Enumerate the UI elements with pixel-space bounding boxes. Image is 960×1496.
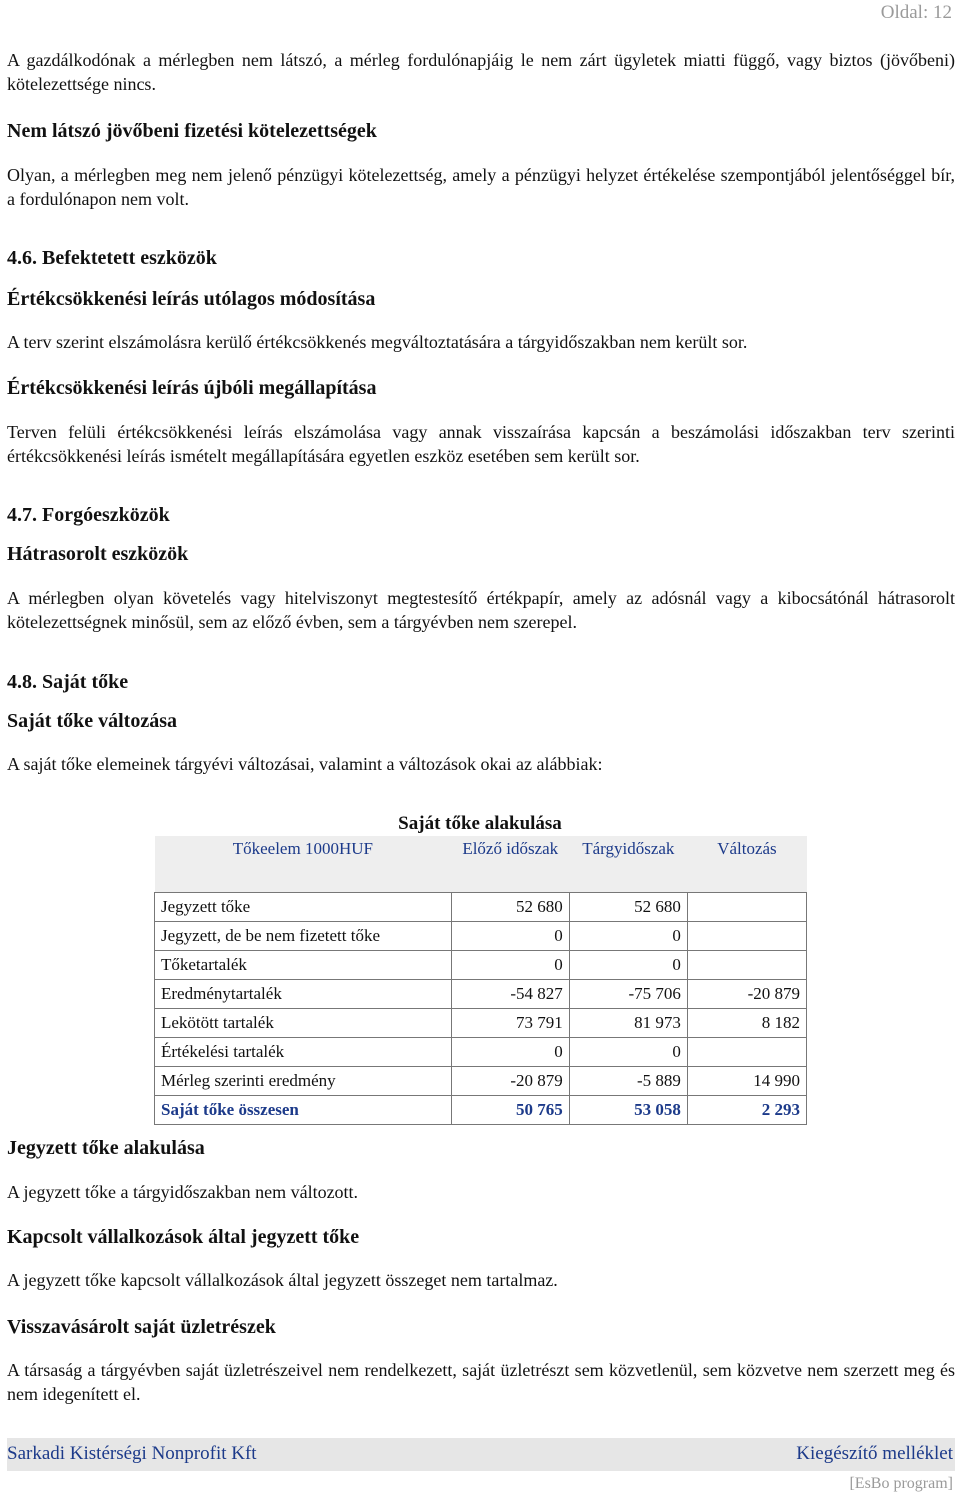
table-row bbox=[155, 922, 807, 951]
previous-value: 0 bbox=[451, 951, 569, 980]
footer-program: [EsBo program] bbox=[849, 1475, 953, 1492]
section-4-8-heading: 4.8. Saját tőke bbox=[7, 671, 129, 693]
equity-table-title: Saját tőke alakulása bbox=[398, 813, 562, 834]
change-value: 2 293 bbox=[687, 1096, 806, 1125]
table-row bbox=[155, 1067, 807, 1096]
subordinated-assets-heading: Hátrasorolt eszközök bbox=[7, 543, 189, 565]
row-label: Eredménytartalék bbox=[155, 980, 452, 1009]
header-current-period: Tárgyidőszak bbox=[569, 836, 687, 893]
future-obligations-heading: Nem látszó jövőbeni fizetési kötelezettségek bbox=[7, 120, 377, 142]
row-label: Saját tőke összesen bbox=[155, 1096, 452, 1125]
equity-table-header-row bbox=[155, 836, 807, 893]
section-4-7-heading: 4.7. Forgóeszközök bbox=[7, 504, 170, 526]
table-row bbox=[155, 951, 807, 980]
change-value bbox=[687, 893, 806, 922]
header-equity-element: Tőkeelem 1000HUF bbox=[155, 836, 452, 893]
previous-value: -20 879 bbox=[451, 1067, 569, 1096]
header-change: Változás bbox=[687, 836, 806, 893]
subordinated-assets-text: A mérlegben olyan követelés vagy hitelviszonyt megtestesítő értékpapír, amely az adósnál vagy a kibocsátónál hátrasorolt kötelezettségnek minősül, sem az előző évben, sem a tárgyévben nem szerepel. bbox=[7, 588, 955, 632]
row-label: Mérleg szerinti eredmény bbox=[155, 1067, 452, 1096]
total-row bbox=[155, 1096, 807, 1125]
previous-value: 50 765 bbox=[451, 1096, 569, 1125]
equity-change-text: A saját tőke elemeinek tárgyévi változásai, valamint a változások okai az alábbiak: bbox=[7, 754, 603, 774]
related-companies-text: A jegyzett tőke kapcsolt vállalkozások által jegyzett összeget nem tartalmaz. bbox=[7, 1270, 558, 1290]
page-number: Oldal: 12 bbox=[880, 2, 952, 23]
table-row bbox=[155, 1009, 807, 1038]
current-value: 52 680 bbox=[569, 893, 687, 922]
previous-value: 0 bbox=[451, 922, 569, 951]
section-4-6-heading: 4.6. Befektetett eszközök bbox=[7, 247, 217, 269]
equity-table bbox=[154, 836, 807, 1125]
subscribed-capital-heading: Jegyzett tőke alakulása bbox=[7, 1137, 205, 1159]
change-value bbox=[687, 922, 806, 951]
table-row bbox=[155, 1038, 807, 1067]
previous-value: 0 bbox=[451, 1038, 569, 1067]
change-value bbox=[687, 951, 806, 980]
current-value: 0 bbox=[569, 1038, 687, 1067]
row-label: Jegyzett tőke bbox=[155, 893, 452, 922]
footer-document-type: Kiegészítő melléklet bbox=[796, 1443, 953, 1464]
depreciation-redetermination-heading: Értékcsökkenési leírás újbóli megállapítása bbox=[7, 377, 377, 399]
previous-value: 52 680 bbox=[451, 893, 569, 922]
change-value bbox=[687, 1038, 806, 1067]
future-obligations-text: Olyan, a mérlegben meg nem jelenő pénzügyi kötelezettség, amely a pénzügyi helyzet értékelése szempontjából jelentőséggel bír, a fordulónapon nem volt. bbox=[7, 165, 955, 209]
row-label: Lekötött tartalék bbox=[155, 1009, 452, 1038]
header-previous-period: Előző időszak bbox=[451, 836, 569, 893]
depreciation-modification-text: A terv szerint elszámolásra kerülő értékcsökkenés megváltoztatására a tárgyidőszakban nem került sor. bbox=[7, 332, 748, 352]
change-value: 14 990 bbox=[687, 1067, 806, 1096]
related-companies-heading: Kapcsolt vállalkozások által jegyzett tőke bbox=[7, 1226, 360, 1248]
current-value: 0 bbox=[569, 951, 687, 980]
current-value: 81 973 bbox=[569, 1009, 687, 1038]
equity-change-heading: Saját tőke változása bbox=[7, 710, 177, 732]
current-value: 53 058 bbox=[569, 1096, 687, 1125]
current-value: -75 706 bbox=[569, 980, 687, 1009]
table-row bbox=[155, 980, 807, 1009]
depreciation-redetermination-text: Terven felüli értékcsökkenési leírás elszámolása vagy annak visszaírása kapcsán a beszámolási időszakban terv szerinti értékcsökkenési leírás ismételt megállapítására egyetlen eszköz esetében sem került sor. bbox=[7, 422, 955, 466]
treasury-shares-text: A társaság a tárgyévben saját üzletrészeivel nem rendelkezett, saját üzletrészt sem közvetlenül, sem közvetve nem szerzett meg és nem idegenített el. bbox=[7, 1360, 955, 1404]
depreciation-modification-heading: Értékcsökkenési leírás utólagos módosítása bbox=[7, 288, 376, 310]
current-value: -5 889 bbox=[569, 1067, 687, 1096]
treasury-shares-heading: Visszavásárolt saját üzletrészek bbox=[7, 1316, 276, 1338]
change-value: 8 182 bbox=[687, 1009, 806, 1038]
previous-value: -54 827 bbox=[451, 980, 569, 1009]
subscribed-capital-text: A jegyzett tőke a tárgyidőszakban nem változott. bbox=[7, 1182, 359, 1202]
row-label: Tőketartalék bbox=[155, 951, 452, 980]
row-label: Jegyzett, de be nem fizetett tőke bbox=[155, 922, 452, 951]
intro-paragraph: A gazdálkodónak a mérlegben nem látszó, a mérleg fordulónapjáig le nem zárt ügyletek miatti függő, vagy biztos (jövőbeni) kötelezettsége nincs. bbox=[7, 50, 955, 94]
current-value: 0 bbox=[569, 922, 687, 951]
change-value: -20 879 bbox=[687, 980, 806, 1009]
row-label: Értékelési tartalék bbox=[155, 1038, 452, 1067]
previous-value: 73 791 bbox=[451, 1009, 569, 1038]
footer-company: Sarkadi Kistérségi Nonprofit Kft bbox=[7, 1443, 257, 1464]
table-row bbox=[155, 893, 807, 922]
